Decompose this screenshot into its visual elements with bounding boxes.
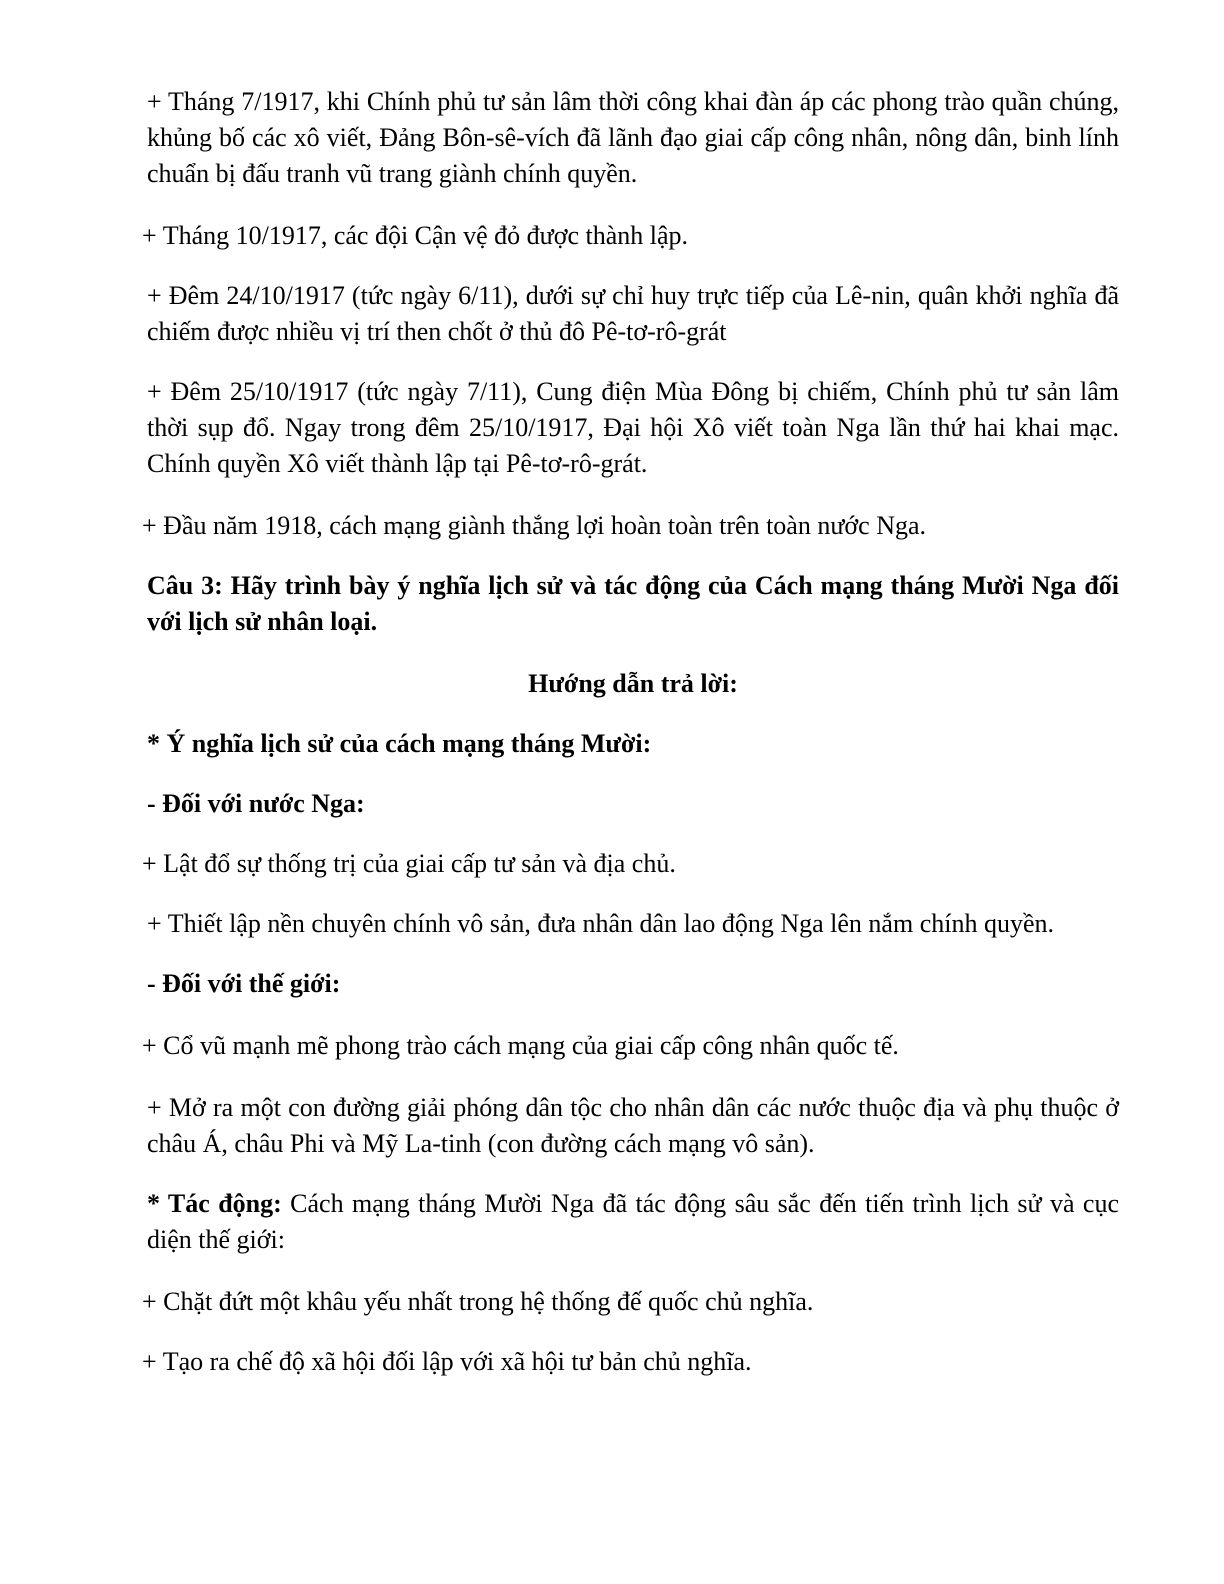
impact-item-2: + Tạo ra chế độ xã hội đối lập với xã hội tư bản chủ nghĩa. [142,1347,752,1376]
russia-item-2: + Thiết lập nền chuyên chính vô sản, đưa nhân dân lao động Nga lên nắm chính quyền. [147,909,1054,938]
impact-label: * Tác động: [147,1189,282,1218]
impact-item-1: + Chặt đứt một khâu yếu nhất trong hệ thống đế quốc chủ nghĩa. [142,1287,814,1316]
russia-heading: - Đối với nước Nga: [147,789,365,818]
guide-heading: Hướng dẫn trả lời: [528,669,738,698]
russia-item-1: + Lật đổ sự thống trị của giai cấp tư sản và địa chủ. [142,849,676,878]
paragraph-july-1917: + Tháng 7/1917, khi Chính phủ tư sản lâm thời công khai đàn áp các phong trào quần chúng, khủng bố các xô viết, Đảng Bôn-sê-vích đã lãnh đạo giai cấp công nhân, nông dân, binh lính chuẩn bị đấu tranh vũ trang giành chính quyền. [147,87,1119,188]
world-heading: - Đối với thế giới: [147,969,341,998]
question-3: Câu 3: Hãy trình bày ý nghĩa lịch sử và tác động của Cách mạng tháng Mười Nga đối với lịch sử nhân loại. [147,571,1119,636]
impact-paragraph [147,1186,1119,1258]
paragraph-night-25-10: + Đêm 25/10/1917 (tức ngày 7/11), Cung điện Mùa Đông bị chiếm, Chính phủ tư sản lâm thời sụp đổ. Ngay trong đêm 25/10/1917, Đại hội Xô viết toàn Nga lần thứ hai khai mạc. Chính quyền Xô viết thành lập tại Pê-tơ-rô-grát. [147,377,1119,478]
paragraph-night-24-10: + Đêm 24/10/1917 (tức ngày 6/11), dưới sự chỉ huy trực tiếp của Lê-nin, quân khởi nghĩa đã chiếm được nhiều vị trí then chốt ở thủ đô Pê-tơ-rô-grát [147,281,1119,346]
significance-heading: * Ý nghĩa lịch sử của cách mạng tháng Mười: [147,729,652,758]
world-item-1: + Cổ vũ mạnh mẽ phong trào cách mạng của giai cấp công nhân quốc tế. [142,1031,899,1060]
world-item-2: + Mở ra một con đường giải phóng dân tộc cho nhân dân các nước thuộc địa và phụ thuộc ở châu Á, châu Phi và Mỹ La-tinh (con đường cách mạng vô sản). [147,1093,1119,1158]
paragraph-october-1917: + Tháng 10/1917, các đội Cận vệ đỏ được thành lập. [142,221,689,250]
impact-text: Cách mạng tháng Mười Nga đã tác động sâu sắc đến tiến trình lịch sử và cục diện thế giới: [147,1189,1119,1254]
paragraph-early-1918: + Đầu năm 1918, cách mạng giành thắng lợi hoàn toàn trên toàn nước Nga. [142,511,927,540]
